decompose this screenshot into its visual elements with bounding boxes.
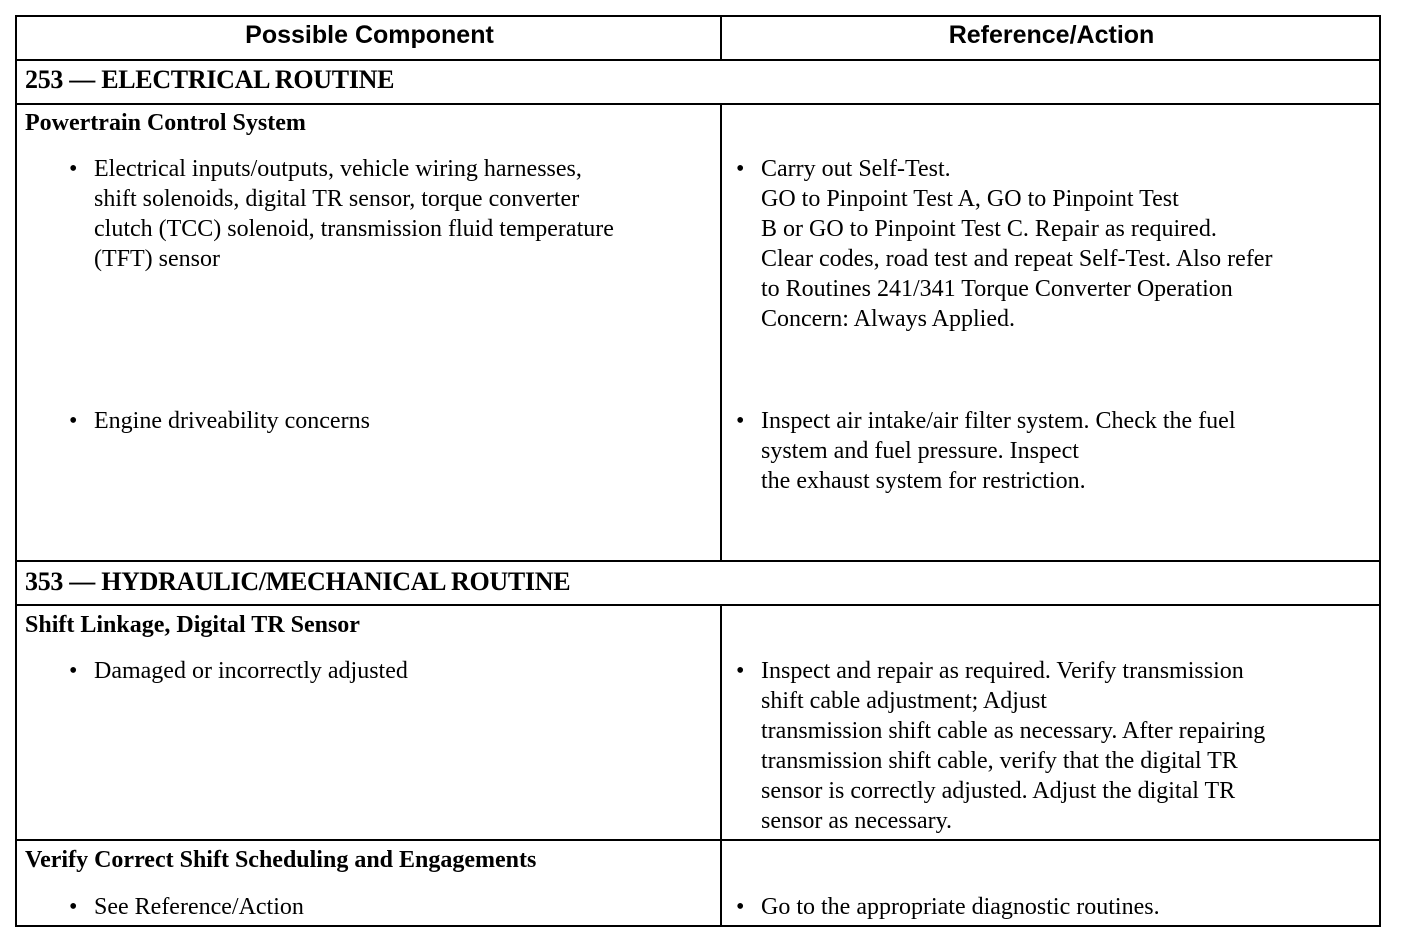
- header-possible-component: Possible Component: [245, 21, 494, 49]
- component-text: See Reference/Action: [94, 894, 304, 920]
- rule-below-section-253: [17, 103, 1379, 105]
- action-text: Inspect and repair as required. Verify transmission shift cable adjustment; Adjust transmission shift cable as necessary. After repairing transmission shift cable, verify that the digital TR sensor is correctly adjusted. Adjust the digital TR sensor as necessary.: [761, 658, 1266, 834]
- section-title-253: 253 — ELECTRICAL ROUTINE: [25, 65, 395, 94]
- column-divider-253: [720, 103, 722, 560]
- rule-below-powertrain-group: [17, 560, 1379, 562]
- component-text: Electrical inputs/outputs, vehicle wiring harnesses, shift solenoids, digital TR sensor, torque converter clutch (TCC) solenoid, transmission fluid temperature (TFT) sensor: [94, 156, 614, 272]
- rule-below-header: [17, 59, 1379, 61]
- group-title-shift-scheduling: Verify Correct Shift Scheduling and Engagements: [25, 847, 537, 873]
- action-text: Carry out Self-Test. GO to Pinpoint Test A, GO to Pinpoint Test B or GO to Pinpoint Test C. Repair as required. Clear codes, road test and repeat Self-Test. Also refer to Routines 241/341 Torque Converter Operation Concern: Always Applied.: [761, 156, 1273, 332]
- header-reference-action: Reference/Action: [948, 21, 1155, 49]
- diagnostic-table: [15, 15, 1381, 927]
- bullet-icon: •: [69, 156, 78, 182]
- group-title-shift-linkage: Shift Linkage, Digital TR Sensor: [25, 612, 360, 638]
- component-text: Engine driveability concerns: [94, 408, 370, 434]
- section-title-353: 353 — HYDRAULIC/MECHANICAL ROUTINE: [25, 567, 571, 596]
- bullet-icon: •: [736, 408, 745, 434]
- column-divider-353: [720, 604, 722, 925]
- bullet-icon: •: [69, 408, 78, 434]
- component-text: Damaged or incorrectly adjusted: [94, 658, 408, 684]
- bullet-icon: •: [736, 894, 745, 920]
- action-text: Go to the appropriate diagnostic routines.: [761, 894, 1160, 920]
- action-text: Inspect air intake/air filter system. Check the fuel system and fuel pressure. Inspect the exhaust system for restriction.: [761, 408, 1236, 494]
- rule-below-shift-linkage-group: [17, 839, 1379, 841]
- bullet-icon: •: [736, 156, 745, 182]
- bullet-icon: •: [736, 658, 745, 684]
- group-title-powertrain: Powertrain Control System: [25, 110, 306, 136]
- bullet-icon: •: [69, 658, 78, 684]
- column-divider-header: [720, 17, 722, 59]
- rule-below-section-353: [17, 604, 1379, 606]
- bullet-icon: •: [69, 894, 78, 920]
